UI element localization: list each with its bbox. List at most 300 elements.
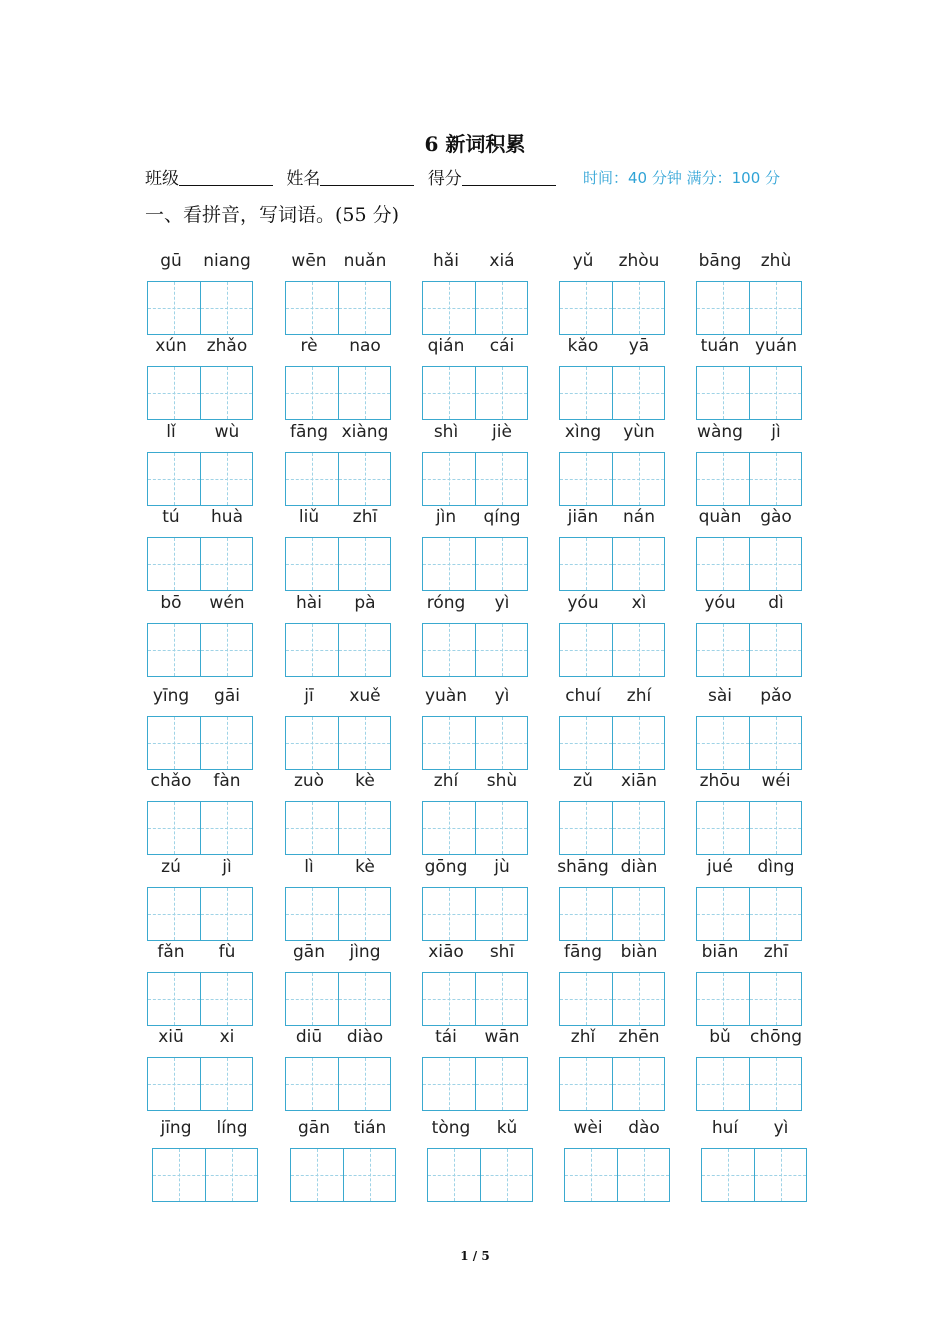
pinyin-syllable: xiān — [621, 771, 657, 791]
pinyin-syllable: tòng — [431, 1118, 471, 1138]
character-square[interactable] — [749, 802, 801, 854]
pinyin-syllable: gū — [160, 251, 182, 271]
pinyin-syllable: fāng — [290, 422, 328, 442]
character-square[interactable] — [200, 367, 252, 419]
pinyin-syllable: jué — [707, 857, 733, 877]
character-square[interactable] — [697, 1058, 749, 1110]
character-square[interactable] — [291, 1149, 343, 1201]
writing-box — [147, 887, 253, 941]
character-square[interactable] — [697, 973, 749, 1025]
character-square[interactable] — [754, 1149, 806, 1201]
page-title: 6 新词积累 — [424, 132, 526, 156]
character-square[interactable] — [560, 453, 612, 505]
pinyin-label — [137, 422, 265, 446]
character-square[interactable] — [205, 1149, 257, 1201]
character-square[interactable] — [423, 282, 475, 334]
pinyin-syllable: kǔ — [496, 1118, 518, 1138]
character-square[interactable] — [749, 282, 801, 334]
pinyin-syllable: niang — [203, 251, 251, 271]
pinyin-syllable: yùn — [623, 422, 655, 442]
pinyin-syllable: líng — [216, 1118, 248, 1138]
writing-box — [559, 801, 665, 855]
character-square[interactable] — [697, 802, 749, 854]
character-square[interactable] — [612, 717, 664, 769]
character-square[interactable] — [423, 888, 475, 940]
writing-box — [147, 537, 253, 591]
pinyin-syllable: chōng — [749, 1027, 803, 1047]
pinyin-syllable: zhí — [626, 686, 652, 706]
character-square[interactable] — [749, 453, 801, 505]
pinyin-label — [549, 593, 677, 617]
character-square[interactable] — [286, 538, 338, 590]
time-score-info: 时间：40 分钟 满分：100 分 — [583, 169, 781, 187]
pinyin-syllable: xiāo — [428, 942, 464, 962]
writing-box — [559, 887, 665, 941]
pinyin-label — [137, 1027, 265, 1051]
score-label: 得分 — [427, 169, 462, 189]
character-square[interactable] — [475, 282, 527, 334]
character-square[interactable] — [612, 367, 664, 419]
pinyin-syllable: jìn — [435, 507, 457, 527]
pinyin-syllable: tián — [353, 1118, 387, 1138]
pinyin-label — [275, 686, 403, 710]
character-square[interactable] — [286, 802, 338, 854]
pinyin-syllable: hǎi — [433, 251, 459, 271]
writing-box — [559, 366, 665, 420]
character-square[interactable] — [697, 538, 749, 590]
pinyin-syllable: quàn — [698, 507, 742, 527]
character-square[interactable] — [286, 282, 338, 334]
character-square[interactable] — [560, 282, 612, 334]
character-square[interactable] — [475, 802, 527, 854]
pinyin-label — [686, 422, 814, 446]
character-square[interactable] — [612, 1058, 664, 1110]
character-square[interactable] — [697, 367, 749, 419]
character-square[interactable] — [148, 624, 200, 676]
pinyin-label — [686, 1027, 814, 1051]
pinyin-syllable: lì — [304, 857, 314, 877]
writing-box — [422, 801, 528, 855]
character-square[interactable] — [423, 367, 475, 419]
writing-box — [285, 452, 391, 506]
pinyin-syllable: huí — [711, 1118, 739, 1138]
pinyin-syllable: zhòu — [618, 251, 660, 271]
pinyin-label — [686, 251, 814, 275]
writing-box — [147, 623, 253, 677]
character-square[interactable] — [749, 367, 801, 419]
writing-box — [285, 281, 391, 335]
character-square[interactable] — [286, 624, 338, 676]
writing-box — [696, 887, 802, 941]
pinyin-syllable: shī — [489, 942, 515, 962]
character-square[interactable] — [338, 282, 390, 334]
writing-box — [564, 1148, 670, 1202]
character-square[interactable] — [749, 888, 801, 940]
pinyin-syllable: gān — [298, 1118, 330, 1138]
character-square[interactable] — [423, 1058, 475, 1110]
writing-box — [559, 1057, 665, 1111]
pinyin-syllable: qíng — [483, 507, 521, 527]
character-square[interactable] — [286, 888, 338, 940]
pinyin-syllable: diàn — [620, 857, 658, 877]
pinyin-syllable: xìng — [564, 422, 602, 442]
pinyin-syllable: zú — [161, 857, 181, 877]
pinyin-syllable: zhēn — [618, 1027, 660, 1047]
pinyin-syllable: bō — [160, 593, 182, 613]
pinyin-label — [549, 422, 677, 446]
writing-box — [696, 1057, 802, 1111]
writing-box — [147, 452, 253, 506]
character-square[interactable] — [338, 1058, 390, 1110]
character-square[interactable] — [338, 717, 390, 769]
character-square[interactable] — [153, 1149, 205, 1201]
character-square[interactable] — [423, 538, 475, 590]
writing-box — [285, 716, 391, 770]
character-square[interactable] — [697, 717, 749, 769]
pinyin-syllable: jìng — [349, 942, 381, 962]
writing-box — [147, 716, 253, 770]
pinyin-syllable: kè — [355, 857, 375, 877]
character-square[interactable] — [475, 973, 527, 1025]
pinyin-label — [549, 336, 677, 360]
pinyin-syllable: dìng — [757, 857, 795, 877]
character-square[interactable] — [475, 367, 527, 419]
pinyin-label — [275, 857, 403, 881]
writing-box — [559, 281, 665, 335]
character-square[interactable] — [423, 453, 475, 505]
pinyin-label — [137, 771, 265, 795]
character-square[interactable] — [200, 282, 252, 334]
character-square[interactable] — [148, 973, 200, 1025]
writing-box — [285, 1057, 391, 1111]
pinyin-label — [275, 942, 403, 966]
pinyin-label — [142, 1118, 270, 1142]
pinyin-label — [275, 507, 403, 531]
character-square[interactable] — [697, 453, 749, 505]
character-square[interactable] — [423, 624, 475, 676]
character-square[interactable] — [200, 973, 252, 1025]
pinyin-syllable: fàn — [213, 771, 241, 791]
character-square[interactable] — [612, 624, 664, 676]
character-square[interactable] — [560, 624, 612, 676]
pinyin-label — [275, 593, 403, 617]
writing-box — [147, 1057, 253, 1111]
character-square[interactable] — [286, 367, 338, 419]
pinyin-label — [280, 1118, 408, 1142]
pinyin-syllable: yì — [494, 593, 510, 613]
character-square[interactable] — [617, 1149, 669, 1201]
pinyin-label — [137, 336, 265, 360]
page-number: 1 / 5 — [460, 1249, 490, 1263]
pinyin-syllable: shāng — [557, 857, 609, 877]
pinyin-syllable: chuí — [565, 686, 601, 706]
pinyin-syllable: liǔ — [298, 507, 320, 527]
character-square[interactable] — [423, 802, 475, 854]
character-square[interactable] — [749, 717, 801, 769]
character-square[interactable] — [423, 973, 475, 1025]
character-square[interactable] — [338, 888, 390, 940]
character-square[interactable] — [200, 888, 252, 940]
pinyin-syllable: zhōu — [699, 771, 741, 791]
pinyin-label — [412, 1027, 540, 1051]
writing-box — [285, 887, 391, 941]
character-square[interactable] — [475, 453, 527, 505]
pinyin-label — [137, 507, 265, 531]
pinyin-syllable: yì — [494, 686, 510, 706]
pinyin-syllable: lǐ — [166, 422, 176, 442]
pinyin-syllable: yóu — [567, 593, 599, 613]
pinyin-label — [412, 251, 540, 275]
pinyin-syllable: shù — [486, 771, 518, 791]
writing-box — [422, 623, 528, 677]
pinyin-label — [549, 857, 677, 881]
character-square[interactable] — [560, 802, 612, 854]
pinyin-label — [686, 942, 814, 966]
character-square[interactable] — [749, 624, 801, 676]
writing-box — [696, 801, 802, 855]
writing-box — [147, 801, 253, 855]
writing-box — [147, 972, 253, 1026]
pinyin-syllable: fǎn — [157, 942, 185, 962]
writing-box — [285, 366, 391, 420]
pinyin-syllable: xuě — [349, 686, 381, 706]
pinyin-label — [686, 593, 814, 617]
character-square[interactable] — [200, 1058, 252, 1110]
character-square[interactable] — [428, 1149, 480, 1201]
character-square[interactable] — [148, 888, 200, 940]
character-square[interactable] — [475, 717, 527, 769]
pinyin-label — [412, 686, 540, 710]
writing-box — [422, 716, 528, 770]
class-label: 班级 — [145, 169, 179, 189]
character-square[interactable] — [612, 802, 664, 854]
character-square[interactable] — [612, 888, 664, 940]
pinyin-syllable: wèi — [573, 1118, 603, 1138]
character-square[interactable] — [148, 453, 200, 505]
character-square[interactable] — [612, 453, 664, 505]
character-square[interactable] — [200, 538, 252, 590]
pinyin-label — [686, 857, 814, 881]
character-square[interactable] — [338, 538, 390, 590]
pinyin-syllable: wàng — [697, 422, 743, 442]
character-square[interactable] — [200, 624, 252, 676]
writing-box — [422, 281, 528, 335]
writing-box — [559, 972, 665, 1026]
character-square[interactable] — [697, 624, 749, 676]
pinyin-label — [275, 1027, 403, 1051]
pinyin-syllable: gào — [760, 507, 792, 527]
writing-box — [559, 537, 665, 591]
pinyin-syllable: qián — [427, 336, 465, 356]
character-square[interactable] — [612, 282, 664, 334]
pinyin-label — [417, 1118, 545, 1142]
pinyin-syllable: gāi — [214, 686, 240, 706]
character-square[interactable] — [148, 1058, 200, 1110]
character-square[interactable] — [749, 538, 801, 590]
pinyin-label — [275, 336, 403, 360]
pinyin-syllable: zhī — [352, 507, 378, 527]
character-square[interactable] — [560, 973, 612, 1025]
writing-box — [285, 801, 391, 855]
character-square[interactable] — [475, 1058, 527, 1110]
pinyin-label — [275, 422, 403, 446]
pinyin-label — [686, 686, 814, 710]
pinyin-syllable: zhī — [763, 942, 789, 962]
pinyin-syllable: hài — [296, 593, 322, 613]
character-square[interactable] — [286, 717, 338, 769]
pinyin-label — [412, 942, 540, 966]
pinyin-syllable: wéi — [761, 771, 791, 791]
pinyin-syllable: wān — [484, 1027, 520, 1047]
pinyin-syllable: xún — [155, 336, 187, 356]
character-square[interactable] — [612, 538, 664, 590]
pinyin-syllable: wén — [209, 593, 245, 613]
writing-box — [696, 452, 802, 506]
pinyin-syllable: jiè — [492, 422, 512, 442]
pinyin-syllable: xiá — [489, 251, 515, 271]
character-square[interactable] — [612, 973, 664, 1025]
character-square[interactable] — [148, 717, 200, 769]
character-square[interactable] — [148, 367, 200, 419]
character-square[interactable] — [200, 802, 252, 854]
pinyin-syllable: zuò — [293, 771, 325, 791]
pinyin-label — [275, 771, 403, 795]
character-square[interactable] — [475, 538, 527, 590]
pinyin-syllable: yóu — [704, 593, 736, 613]
character-square[interactable] — [480, 1149, 532, 1201]
pinyin-syllable: cái — [489, 336, 515, 356]
character-square[interactable] — [475, 624, 527, 676]
pinyin-label — [412, 593, 540, 617]
pinyin-syllable: wù — [214, 422, 240, 442]
writing-box — [696, 537, 802, 591]
pinyin-syllable: róng — [426, 593, 466, 613]
pinyin-label — [549, 507, 677, 531]
pinyin-label — [137, 857, 265, 881]
writing-box — [696, 366, 802, 420]
pinyin-syllable: sài — [708, 686, 732, 706]
pinyin-syllable: diào — [346, 1027, 384, 1047]
writing-box — [701, 1148, 807, 1202]
character-square[interactable] — [286, 1058, 338, 1110]
character-square[interactable] — [200, 453, 252, 505]
character-square[interactable] — [560, 888, 612, 940]
pinyin-syllable: kè — [355, 771, 375, 791]
character-square[interactable] — [148, 282, 200, 334]
pinyin-syllable: yǔ — [572, 251, 594, 271]
writing-box — [696, 281, 802, 335]
pinyin-syllable: zhù — [760, 251, 792, 271]
character-square[interactable] — [338, 624, 390, 676]
pinyin-syllable: nao — [349, 336, 381, 356]
pinyin-syllable: xì — [631, 593, 647, 613]
writing-box — [285, 623, 391, 677]
character-square[interactable] — [560, 717, 612, 769]
pinyin-label — [549, 771, 677, 795]
pinyin-syllable: gān — [293, 942, 325, 962]
writing-box — [422, 887, 528, 941]
character-square[interactable] — [286, 973, 338, 1025]
character-square[interactable] — [697, 282, 749, 334]
pinyin-syllable: tái — [435, 1027, 457, 1047]
pinyin-syllable: chǎo — [150, 771, 192, 791]
writing-box — [152, 1148, 258, 1202]
character-square[interactable] — [338, 973, 390, 1025]
character-square[interactable] — [749, 973, 801, 1025]
pinyin-syllable: yuán — [754, 336, 798, 356]
pinyin-syllable: jīng — [160, 1118, 192, 1138]
character-square[interactable] — [702, 1149, 754, 1201]
pinyin-syllable: zhí — [433, 771, 459, 791]
writing-box — [147, 281, 253, 335]
character-square[interactable] — [338, 802, 390, 854]
pinyin-syllable: kǎo — [567, 336, 599, 356]
pinyin-syllable: jì — [222, 857, 232, 877]
pinyin-syllable: rè — [300, 336, 318, 356]
character-square[interactable] — [560, 367, 612, 419]
writing-box — [696, 716, 802, 770]
character-square[interactable] — [343, 1149, 395, 1201]
pinyin-label — [137, 251, 265, 275]
pinyin-syllable: fāng — [564, 942, 602, 962]
pinyin-syllable: nán — [623, 507, 655, 527]
pinyin-label — [549, 1027, 677, 1051]
pinyin-syllable: yā — [628, 336, 650, 356]
character-square[interactable] — [200, 717, 252, 769]
writing-box — [696, 623, 802, 677]
character-square[interactable] — [565, 1149, 617, 1201]
character-square[interactable] — [148, 802, 200, 854]
character-square[interactable] — [560, 1058, 612, 1110]
writing-box — [285, 537, 391, 591]
pinyin-label — [691, 1118, 819, 1142]
pinyin-syllable: tú — [162, 507, 180, 527]
writing-box — [559, 623, 665, 677]
pinyin-label — [137, 593, 265, 617]
character-square[interactable] — [749, 1058, 801, 1110]
pinyin-label — [412, 507, 540, 531]
character-square[interactable] — [338, 453, 390, 505]
pinyin-label — [412, 336, 540, 360]
pinyin-syllable: diū — [295, 1027, 323, 1047]
character-square[interactable] — [423, 717, 475, 769]
character-square[interactable] — [338, 367, 390, 419]
pinyin-syllable: bǔ — [709, 1027, 731, 1047]
writing-box — [427, 1148, 533, 1202]
name-label: 姓名 — [286, 169, 321, 189]
pinyin-label — [549, 251, 677, 275]
section-title: 一、看拼音，写词语。(55 分) — [145, 204, 400, 226]
character-square[interactable] — [148, 538, 200, 590]
writing-box — [696, 972, 802, 1026]
character-square[interactable] — [697, 888, 749, 940]
pinyin-syllable: shì — [433, 422, 459, 442]
pinyin-label — [412, 857, 540, 881]
pinyin-syllable: yuàn — [424, 686, 468, 706]
writing-box — [290, 1148, 396, 1202]
pinyin-syllable: jī — [304, 686, 314, 706]
character-square[interactable] — [286, 453, 338, 505]
character-square[interactable] — [560, 538, 612, 590]
pinyin-syllable: yì — [773, 1118, 789, 1138]
pinyin-label — [686, 336, 814, 360]
pinyin-syllable: biān — [701, 942, 739, 962]
writing-box — [285, 972, 391, 1026]
writing-box — [422, 366, 528, 420]
pinyin-syllable: nuǎn — [343, 251, 387, 271]
pinyin-syllable: zhǐ — [570, 1027, 596, 1047]
character-square[interactable] — [475, 888, 527, 940]
